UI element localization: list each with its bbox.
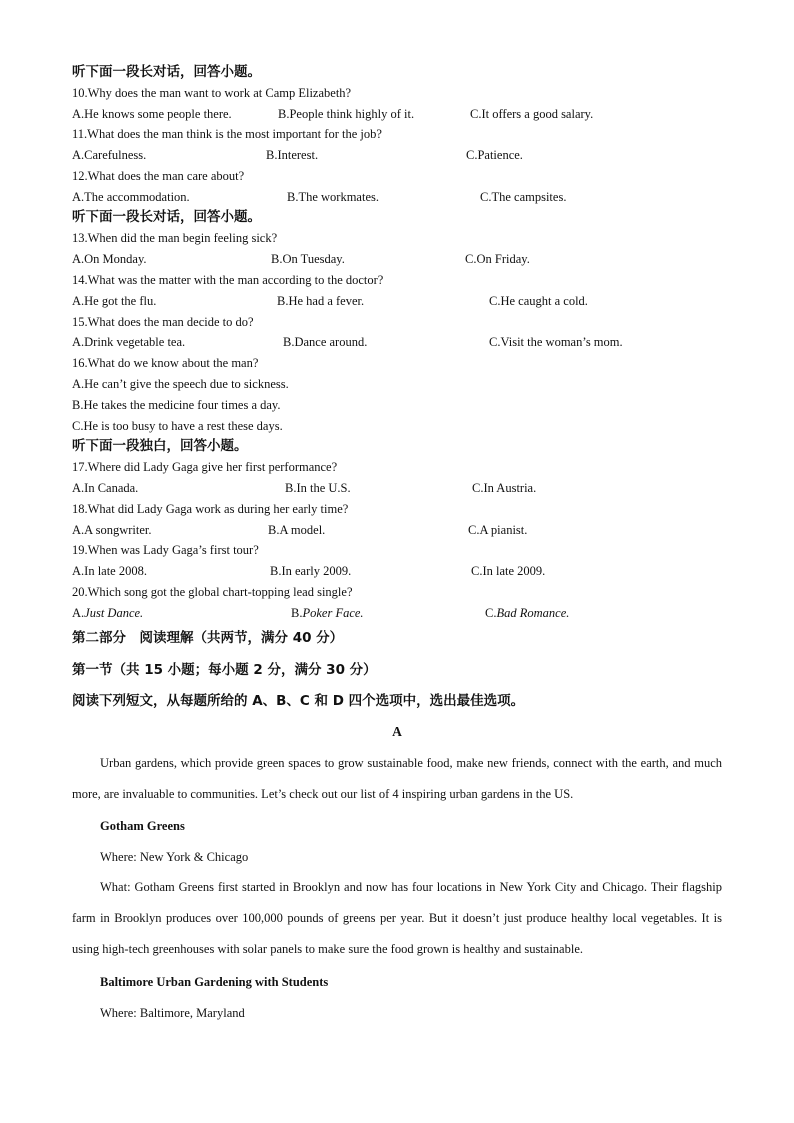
question-15: 15.What does the man decide to do? [72,315,254,329]
q15-option-c: C.Visit the woman’s mom. [489,335,623,349]
q11-option-b: B.Interest. [266,148,319,162]
q10-option-a: A.He knows some people there. [72,107,232,121]
section-heading-1: 听下面一段长对话，回答小题。 [72,64,261,80]
garden2-where: Where: Baltimore, Maryland [100,1006,245,1020]
question-17: 17.Where did Lady Gaga give her first performance? [72,460,338,474]
question-12: 12.What does the man care about? [72,169,245,183]
q20-option-b-title: Poker Face. [302,606,364,620]
q18-option-b: B.A model. [268,523,326,537]
q17-option-b: B.In the U.S. [285,481,351,495]
question-20: 20.Which song got the global chart-topping lead single? [72,585,353,599]
q11-option-a: A.Carefulness. [72,148,147,162]
q13-option-b: B.On Tuesday. [271,252,345,266]
q10-option-c: C.It offers a good salary. [470,107,594,121]
q16-option-b: B.He takes the medicine four times a day. [72,398,281,412]
q18-option-c: C.A pianist. [468,523,528,537]
garden1-what: What: Gotham Greens first started in Brooklyn and now has four locations in New York City and Chicago. Their flagship farm in Brooklyn produces over 100,000 pounds of greens per year. But it doesn’t just produce healthy local vegetables. It is using high-tech greenhouses with solar panels to make sure the food grown is healthy and sustainable. [72,880,722,956]
part2-heading: 第二部分 阅读理解（共两节，满分 40 分） [72,630,344,646]
q17-option-a: A.In Canada. [72,481,139,495]
q16-option-a: A.He can’t give the speech due to sickness. [72,377,289,391]
section-heading-2: 听下面一段长对话，回答小题。 [72,209,261,225]
question-14: 14.What was the matter with the man according to the doctor? [72,273,384,287]
q20-option-a [72,605,143,621]
garden2-name: Baltimore Urban Gardening with Students [100,975,329,989]
q20-option-c-prefix: C. [485,606,497,620]
q13-option-c: C.On Friday. [465,252,530,266]
section-heading-3: 听下面一段独白，回答小题。 [72,438,248,454]
question-19: 19.When was Lady Gaga’s first tour? [72,543,259,557]
passage-letter: A [392,724,402,739]
q19-option-b: B.In early 2009. [270,564,352,578]
q20-option-a-prefix: A. [72,606,85,620]
q17-option-c: C.In Austria. [472,481,537,495]
question-16: 16.What do we know about the man? [72,356,259,370]
q20-option-b-prefix: B. [291,606,303,620]
q15-option-b: B.Dance around. [283,335,368,349]
garden1-name: Gotham Greens [100,819,185,833]
q14-option-a: A.He got the flu. [72,294,157,308]
q20-option-c-title: Bad Romance. [496,606,570,620]
q16-option-c: C.He is too busy to have a rest these days. [72,419,283,433]
question-18: 18.What did Lady Gaga work as during her early time? [72,502,349,516]
part2-section1-heading: 第一节（共 15 小题；每小题 2 分，满分 30 分） [72,662,377,678]
q20-option-b [291,605,364,621]
reading-instruction: 阅读下列短文，从每题所给的 A、B、C 和 D 四个选项中，选出最佳选项。 [72,693,525,709]
q14-option-c: C.He caught a cold. [489,294,588,308]
q12-option-c: C.The campsites. [480,190,567,204]
q20-option-a-title: Just Dance. [84,606,144,620]
passage-intro: Urban gardens, which provide green spaces to grow sustainable food, make new friends, connect with the earth, and much more, are invaluable to communities. Let’s check out our list of 4 inspiring urban gardens in the US. [72,756,722,801]
q20-option-c [485,605,569,621]
q11-option-c: C.Patience. [466,148,523,162]
q18-option-a: A.A songwriter. [72,523,152,537]
q15-option-a: A.Drink vegetable tea. [72,335,186,349]
garden1-where: Where: New York & Chicago [100,850,249,864]
question-11: 11.What does the man think is the most important for the job? [72,127,382,141]
q12-option-a: A.The accommodation. [72,190,190,204]
q13-option-a: A.On Monday. [72,252,147,266]
q19-option-a: A.In late 2008. [72,564,147,578]
q10-option-b: B.People think highly of it. [278,107,415,121]
question-13: 13.When did the man begin feeling sick? [72,231,278,245]
q14-option-b: B.He had a fever. [277,294,365,308]
question-10: 10.Why does the man want to work at Camp Elizabeth? [72,86,352,100]
q19-option-c: C.In late 2009. [471,564,546,578]
q12-option-b: B.The workmates. [287,190,379,204]
